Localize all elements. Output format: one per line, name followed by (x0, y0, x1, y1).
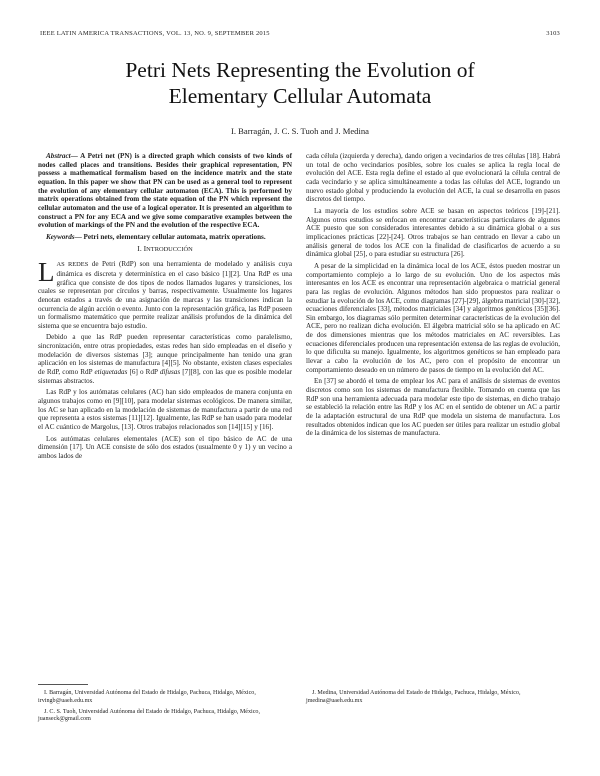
author-list: I. Barragán, J. C. S. Tuoh and J. Medina (231, 126, 369, 136)
title-line-2: Elementary Cellular Automata (168, 84, 432, 108)
abstract-text: — A Petri net (PN) is a directed graph which consists of two kinds of nodes called places and transitions. Besides their graphical representation, PN possess a mathematical formalism based on the incidence matrix and the state equation. In this paper we show that PN can be used as a general tool to represent the evolution of any elementary cellular automaton (ECA). This is performed by matrix operations obtained from the state equation of the PN which represent the cellular automaton and the use of a logical operator. It is presented an algorithm to construct a PN for any ECA and we give some comparative examples between the evolution of markings of the PN and the evolution of the respective ECA. (38, 152, 292, 230)
keywords (38, 233, 292, 242)
intro-paragraph-3: Las RdP y los autómatas celulares (AC) han sido empleados de manera conjunta en algunos trabajos como en [9][10], para modelar sistemas ecológicos. De manera similar, los AC se han aplicado en la modelación de sistemas de manufactura a partir de una red que representa a estos sistemas [11][12]. Igualmente, las RdP se han usado para modelar el AC cuántico de Margolus, [13]. Otros trabajos relacionados son [14][15] y [16]. (38, 388, 292, 432)
intro-paragraph-1 (38, 257, 292, 330)
footnotes-right (306, 690, 560, 709)
footnotes-left (38, 690, 292, 727)
section-rest: NTRODUCCIÓN (146, 245, 193, 253)
p2-italic-1: etiquetadas (94, 368, 128, 377)
right-paragraph-2: La mayoría de los estudios sobre ACE se basan en aspectos teóricos [19]-[21]. Algunos otros estudios se enfocan en encontrar características particulares de algunos ACE puesto que son considerados interesantes debido a su dinámica global o a sus implicaciones prácticas [22]-[24]. Otros trabajos se han centrado en llevar a cabo un análisis general de todos los ACE con la finalidad de clasificarlos de acuerdo a su dinámica global [25], o para estudiar su estructura [26]. (306, 206, 560, 259)
page-number: 3103 (546, 30, 560, 37)
abstract-label: Abstract (46, 152, 71, 160)
footnote-rule (38, 684, 88, 685)
keywords-text: — Petri nets, elementary cellular automata, matrix operations. (74, 232, 266, 241)
section-initial: I (143, 243, 147, 253)
intro-paragraph-2 (38, 333, 292, 385)
drop-cap: L (38, 257, 55, 288)
section-numeral: I. (137, 243, 142, 253)
footnote-medina: J. Medina, Universidad Autónoma del Estado de Hidalgo, Pachuca, Hidalgo, México, jmedina@uaeh.edu.mx (306, 690, 521, 704)
p2-text-b: [6] o RdP (127, 368, 160, 377)
title-line-1: Petri Nets Representing the Evolution of (125, 58, 475, 82)
intro-small-caps: AS REDES (56, 261, 89, 269)
right-paragraph-1: cada célula (izquierda y derecha), dando origen a vecindarios de tres células [18]. Habrá un total de ocho vecindarios posibles, sobre los cuales se aplica la regla local de evolución del ACE. Esta regla define el estado al que evolucionará la célula central de cada vecindario y se aplica simultáneamente a todas las células del ACE, logrando un nuevo estado global y produciendo la evolución del ACE, la cual se desarrolla en pasos discretos del tiempo. (306, 152, 560, 204)
p2-text-a: Debido a que las RdP pueden representar características como paralelismo, sincronización, entre otras propiedades, estas redes han sido empleadas en el diseño y modelación de diversos sistemas [3]; aunque principalmente han tenido una gran aplicación en los sistemas de manufactura [4][5]. No obstante, existen clases especiales de RdP, como RdP (38, 333, 292, 377)
paper-title (60, 57, 540, 109)
p2-italic-2: difusas (159, 368, 181, 377)
right-paragraph-3: A pesar de la simplicidad en la dinámica local de los ACE, éstos pueden mostrar un comportamiento complejo a lo largo de su evolución. Uno de los aspectos más interesantes en los ACE es encontrar una representación algebraica o matricial general para las reglas de evolución. Algunos métodos han sido propuestos para realizar o estudiar la evolución de los ACE, como diagramas [27]-[29], álgebra matricial [30]-[32], ecuaciones diferenciales [33], métodos matriciales [34] y algoritmos genéticos [35][36]. Sin embargo, los diagramas sólo permiten determinar características de la evolución del ACE, pero no realizan dicha evolución. El álgebra matricial sólo se ha aplicado en AC de dos dimensiones mientras que los métodos matriciales en AC reversibles. Las ecuaciones diferenciales producen una representación extensa de las reglas de evolución, lo que dificulta su manejo. Igualmente, los algoritmos genéticos se han empleado para llevar a cabo la evolución de los AC, pero con el propósito de encontrar un comportamiento deseado en un número de pasos de tiempo en la evolución del AC. (306, 261, 560, 374)
footnote-barragan: I. Barragán, Universidad Autónoma del Estado de Hidalgo, Pachuca, Hidalgo, México, irvingb@uaeh.edu.mx (38, 690, 256, 704)
footnote-tuoh: J. C. S. Tuoh, Universidad Autónoma del Estado de Hidalgo, Pachuca, Hidalgo, México, juanseck@gmail.com (38, 708, 260, 723)
journal-header: IEEE LATIN AMERICA TRANSACTIONS, VOL. 13, NO. 9, SEPTEMBER 2015 (40, 30, 270, 37)
section-heading (38, 245, 292, 255)
right-paragraph-4: En [37] se abordó el tema de emplear los AC para el análisis de sistemas de eventos discretos como son los sistemas de manufactura flexible. Tomando en cuenta que las RdP son una herramienta adecuada para modelar este tipo de sistemas, en dicho trabajo se estableció la relación entre las RdP y los AC en el sentido de obtener un AC a partir de la adaptación estructural de una RdP que modela un sistema de manufactura. Los resultados obtenidos indican que los AC pueden ser útiles para realizar un estudio global de la dinámica de los sistemas de manufactura. (306, 377, 560, 438)
p2-text-c: [7][8], con las que es posible modelar sistemas abstractos. (38, 368, 292, 385)
right-column (306, 152, 560, 441)
abstract (38, 152, 292, 230)
left-column (38, 152, 292, 464)
keywords-label: Keywords (46, 232, 75, 241)
intro-p1-text: de Petri (RdP) son una herramienta de modelado y análisis cuya dinámica es discreta y determinística en el caso básico [1][2]. Una RdP es una gráfica que consiste de dos tipos de nodos llamados lugares y transiciones, los cuales se representan por círculos y barras, respectivamente. Usualmente los lugares denotan estados a través de una asignación de marcas y las transiciones indican la ocurrencia de algún acción o evento. Junto con la representación gráfica, las RdP poseen un formalismo matemático que permite realizar análisis profundos de la dinámica del sistema que se encuentra bajo estudio. (38, 260, 292, 330)
intro-paragraph-4: Los autómatas celulares elementales (ACE) son el tipo básico de AC de una dimensión [17]. Un ACE consiste de sólo dos estados (usualmente 0 y 1) y un vecino a ambos lados de (38, 434, 292, 460)
